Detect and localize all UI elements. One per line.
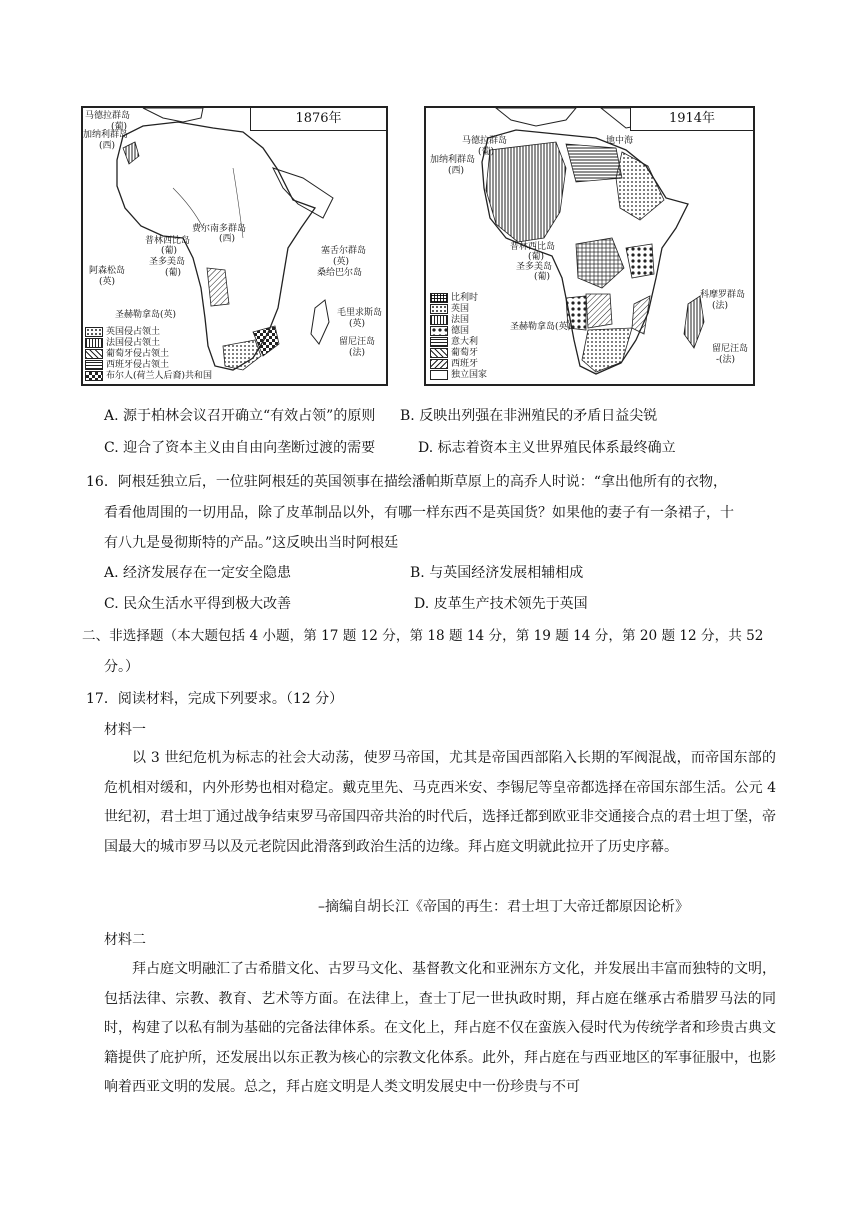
map-label: (葡) <box>478 147 495 157</box>
legend-item: 葡萄牙 <box>430 348 478 358</box>
q16-stem-line3: 有八九是曼彻斯特的产品。”这反映出当时阿根廷 <box>104 535 399 551</box>
map-label: 马德拉群岛 <box>462 136 508 146</box>
q16-stem-line1: 16．阿根廷独立后，一位驻阿根廷的英国领事在描绘潘帕斯草原上的高乔人时说：“拿出他所有的衣物， <box>86 474 727 490</box>
map-label: (西) <box>448 166 465 176</box>
map-label: 科摩罗群岛 <box>700 290 746 300</box>
q16-option-d: D. 皮革生产技术领先于英国 <box>414 596 588 612</box>
map-label: 加纳利群岛 <box>83 130 129 140</box>
map-label: 地中海 <box>606 136 634 146</box>
map-label: 马德拉群岛 <box>85 111 131 121</box>
legend-item: 西班牙侵占领土 <box>85 360 169 370</box>
map-label: (葡) <box>534 272 551 282</box>
map-label: 费尔南多群岛 <box>192 224 247 234</box>
legend-item: 德国 <box>430 326 469 336</box>
map-label: 圣赫勒拿岛(英) <box>115 310 177 320</box>
legend-item: 葡萄牙侵占领土 <box>85 349 169 359</box>
map-label: 毛里求斯岛 <box>337 308 383 318</box>
material-1-text: 以 3 世纪危机为标志的社会大动荡，使罗马帝国，尤其是帝国西部陷入长期的军阀混战，而帝国东部的危机相对缓和，内外形势也相对稳定。戴克里先、马克西米安、李锡尼等皇帝都选择在帝国东部生活。公元 4 世纪初，君士坦丁通过战争结束罗马帝国四帝共治的时代后，选择迁都到欧亚非交通接合点的君士坦丁堡，帝国最大的城市罗马以及元老院因此滑落到政治生活的边缘。拜占庭文明就此拉开了历史序幕。 <box>104 750 776 855</box>
map-label: 留尼汪岛 <box>339 337 376 347</box>
q16-option-c: C. 民众生活水平得到极大改善 <box>104 596 292 612</box>
legend-item: 英国 <box>430 304 469 314</box>
map-label: (英) <box>99 277 116 287</box>
map-label: (葡) <box>165 268 182 278</box>
q16-option-b: B. 与英国经济发展相辅相成 <box>410 565 584 581</box>
legend-item: 法国 <box>430 315 469 325</box>
map-1876-year: 1876年 <box>250 108 386 131</box>
map-label: 圣多美岛 <box>149 257 186 267</box>
q15-option-b: B. 反映出列强在非洲殖民的矛盾日益尖锐 <box>400 408 658 424</box>
legend-item: 西班牙 <box>430 359 478 369</box>
q16-stem-line2: 看看他周围的一切用品，除了皮革制品以外，有哪一样东西不是英国货？如果他的妻子有一条裙子，十 <box>104 505 734 521</box>
map-1914 <box>424 106 755 386</box>
legend-item: 法国侵占领土 <box>85 338 160 348</box>
map-label: 加纳利群岛 <box>430 155 476 165</box>
material-1-label: 材料一 <box>104 722 146 738</box>
q15-option-a: A. 源于柏林会议召开确立“有效占领”的原则 <box>104 408 376 424</box>
map-label: 塞舌尔群岛 <box>321 246 367 256</box>
legend-item: 比利时 <box>430 293 478 303</box>
map-label: 桑给巴尔岛 <box>317 268 363 278</box>
map-label: (葡) <box>161 246 178 256</box>
map-label: 圣多美岛 <box>516 262 553 272</box>
legend-item: 意大利 <box>430 337 478 347</box>
map-label: (葡) <box>111 122 128 132</box>
map-label: 阿森松岛 <box>89 266 126 276</box>
map-label: (葡) <box>528 252 545 262</box>
legend-item: 布尔人(荷兰人后裔)共和国 <box>85 371 212 381</box>
map-label: -(法) <box>716 355 736 365</box>
map-label: 留尼汪岛 <box>712 344 749 354</box>
q15-option-d: D. 标志着资本主义世界殖民体系最终确立 <box>418 440 676 456</box>
map-1914-year: 1914年 <box>630 108 753 131</box>
map-label: (西) <box>219 234 236 244</box>
material-2-text: 拜占庭文明融汇了古希腊文化、古罗马文化、基督教文化和亚洲东方文化，并发展出丰富而独特的文明，包括法律、宗教、教育、艺术等方面。在法律上，查士丁尼一世执政时期，拜占庭在继承古希腊罗马法的同时，构建了以私有制为基础的完备法律体系。在文化上，拜占庭不仅在蛮族入侵时代为传统学者和珍贵古典文籍提供了庇护所，还发展出以东正教为核心的宗教文化体系。此外，拜占庭在与西亚地区的军事征服中，也影响着西亚文明的发展。总之，拜占庭文明是人类文明发展史中一份珍贵与不可 <box>104 961 776 1095</box>
section2-heading-line1: 二、非选择题（本大题包括 4 小题，第 17 题 12 分，第 18 题 14 分，第 19 题 14 分，第 20 题 12 分，共 52 <box>82 628 764 644</box>
map-label: 普林西比岛 <box>510 242 556 252</box>
legend-item: 英国侵占领土 <box>85 327 160 337</box>
section2-heading-line2: 分。） <box>104 659 139 675</box>
map-label: (西) <box>99 141 116 151</box>
legend-item: 独立国家 <box>430 370 487 380</box>
map-label: (英) <box>349 319 366 329</box>
material-1-source: –摘编自胡长江《帝国的再生：君士坦丁大帝迁都原因论析》 <box>318 899 689 915</box>
map-1876 <box>81 106 388 386</box>
q17-title: 17．阅读材料，完成下列要求。（12 分） <box>86 691 344 707</box>
map-label: 圣赫勒拿岛(英) <box>510 322 572 332</box>
q16-option-a: A. 经济发展存在一定安全隐患 <box>104 565 292 581</box>
material-2-label: 材料二 <box>104 932 146 948</box>
q15-option-c: C. 迎合了资本主义由自由向垄断过渡的需要 <box>104 440 376 456</box>
map-label: (法) <box>349 348 366 358</box>
map-label: (英) <box>333 257 350 267</box>
map-label: 普林西比岛 <box>145 236 191 246</box>
map-label: (法) <box>712 301 729 311</box>
